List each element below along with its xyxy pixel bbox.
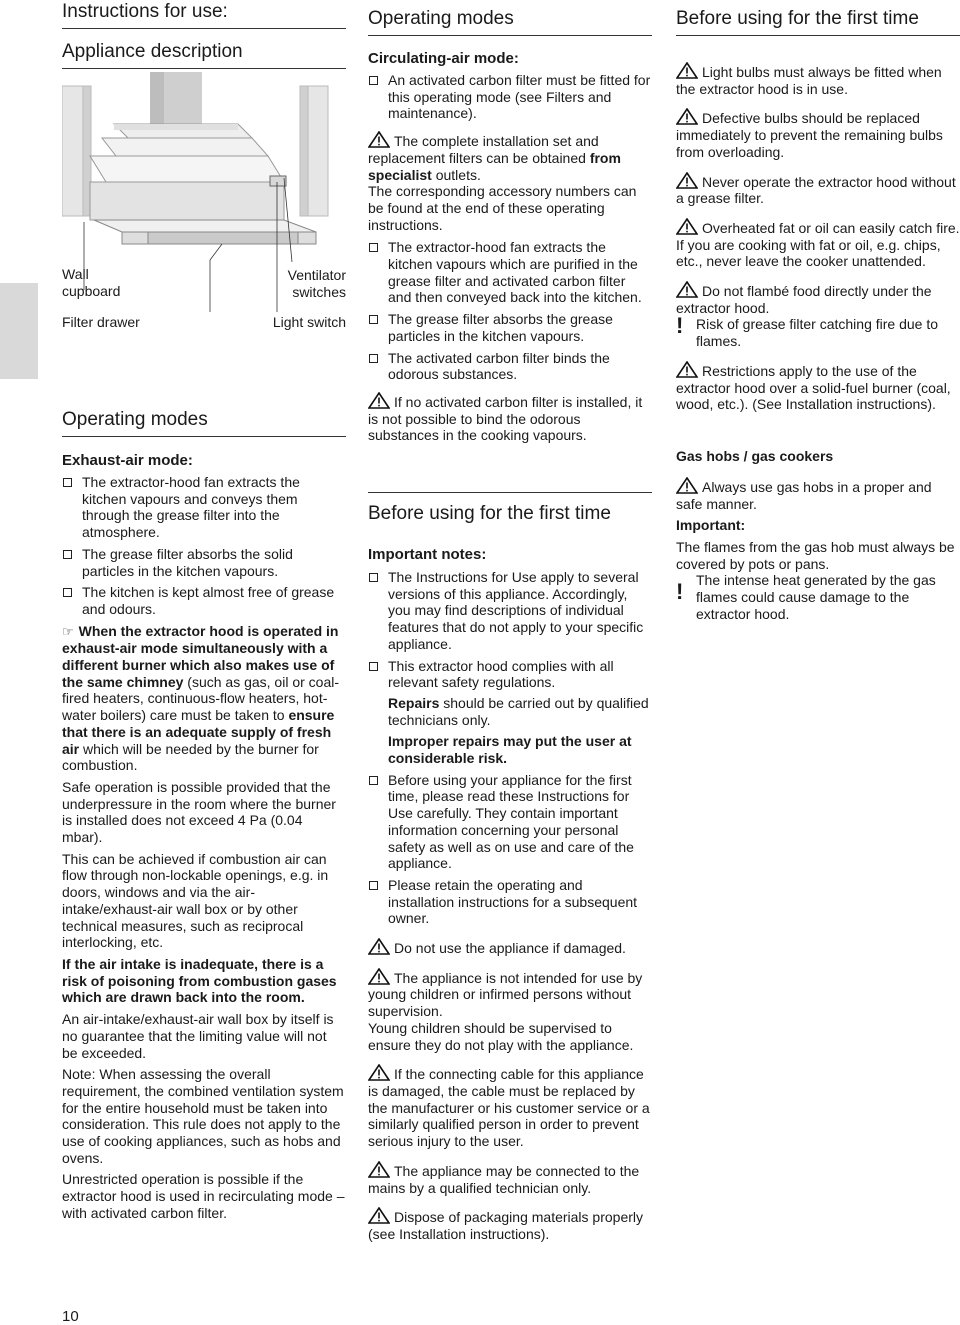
para-children-supervised: Young children should be supervised to ensure they do not play with the appliance.: [368, 1019, 634, 1053]
warning-flambe: Do not flambé food directly under the extractor hood.: [676, 283, 932, 316]
divider: [368, 492, 652, 493]
list-item: An activated carbon filter must be fitted for this operating mode (see Filters and maintenance).: [368, 72, 652, 122]
important-notes-section: [368, 546, 652, 1243]
circulating-section: [368, 50, 652, 444]
warning-defective: Defective bulbs should be replaced immediately to prevent the remaining bulbs from overloading.: [676, 110, 943, 160]
wall-cupboard-left: [62, 86, 83, 216]
para-note: Note: When assessing the overall requirement, the combined ventilation system for the entire household must be taken into consideration. This rule does not apply to the use of cooking appliances, such as hobs and ovens.: [62, 1066, 344, 1166]
chimney-note: ☞ When the extractor hood is operated in exhaust-air mode simultaneously with a different burner which also makes use of the same chimney (such as gas, oil or coal-fired heaters, continuous-flow heaters, hot-water boilers) care must be taken to ensure that there is an adequate supply of fresh air which will be needed by the burner for combustion.: [62, 622, 340, 774]
warning-mains: The appliance may be connected to the mains by a qualified technician only.: [368, 1162, 640, 1196]
switch-block: [270, 176, 286, 186]
warning-triangle-icon: [368, 1207, 390, 1224]
para-flames: The flames from the gas hob must always be covered by pots or pans.: [676, 539, 955, 572]
list-item: The grease filter absorbs the grease particles in the kitchen vapours.: [368, 311, 652, 344]
para-repairs: Repairs should be carried out by qualified technicians only.: [388, 694, 649, 728]
warning-triangle-icon: [368, 392, 390, 409]
page-title: Instructions for use:: [62, 0, 346, 29]
warning-triangle-icon: [676, 218, 698, 235]
para-poisoning-risk: If the air intake is inadequate, there is a risk of poisoning from combustion gases which are drawn back into the room.: [62, 955, 337, 1006]
list-item: The extractor-hood fan extracts the kitchen vapours and conveys them through the grease filter into the atmosphere.: [62, 474, 346, 541]
warning-triangle-icon: [368, 1161, 390, 1178]
warning-bulbs: Light bulbs must always be fitted when the extractor hood is in use.: [676, 64, 942, 97]
warning-overheated: Overheated fat or oil can easily catch fire.: [676, 218, 960, 237]
warning-damaged: Do not use the appliance if damaged.: [368, 938, 652, 957]
before-heading-2: Before using for the first time: [676, 7, 960, 36]
safety-section: [676, 62, 960, 623]
para-wall-box: An air-intake/exhaust-air wall box by itself is no guarantee that the limiting value will not be exceeded.: [62, 1011, 334, 1061]
caution-grease-fire: ! Risk of grease filter catching fire due to flames.: [676, 313, 939, 350]
warning-children: The appliance is not intended for use by young children or infirmed persons without supervision.: [368, 969, 643, 1020]
warning-triangle-icon: [368, 938, 390, 955]
warning-packaging: Dispose of packaging materials properly (see Installation instructions).: [368, 1209, 644, 1242]
list-item: The extractor-hood fan extracts the kitchen vapours which are purified in the grease filter and activated carbon filter and then conveyed back into the kitchen.: [368, 239, 652, 306]
warning-triangle-icon: [676, 281, 698, 298]
caution-heat: ! The intense heat generated by the gas flames could cause damage to the extractor hood.: [676, 572, 936, 622]
exhaust-section: [62, 452, 346, 1222]
warning-triangle-icon: [676, 62, 698, 79]
list-item: The Instructions for Use apply to several versions of this appliance. Accordingly, you may find descriptions of individual features that do not apply to your specific appliance.: [368, 569, 652, 653]
operating-modes-heading: Operating modes: [62, 408, 346, 437]
warning-never-operate: Never operate the extractor hood without a grease filter.: [676, 173, 956, 207]
warning-triangle-icon: [676, 361, 698, 378]
list-item: Before using your appliance for the first time, please read these Instructions for Use carefully. They contain important information concerning your personal safety as well as on use and care of the appliance.: [368, 772, 652, 872]
warning-cable: If the connecting cable for this appliance is damaged, the cable must be replaced by the manufacturer or his customer service or a similarly qualified person in order to prevent serious injury to the user.: [368, 1066, 650, 1150]
warning-triangle-icon: [368, 968, 390, 985]
para-accessory: The corresponding accessory numbers can be found at the end of these operating instructions.: [368, 183, 637, 233]
warning-triangle-icon: [368, 131, 390, 148]
para-combustion-air: This can be achieved if combustion air can flow through non-lockable openings, e.g. in doors, windows and via the air-intake/exhaust-air wall box or by other technical measures, such as reciprocal interlocking, etc.: [62, 850, 329, 951]
warning-gas: Always use gas hobs in a proper and safe manner.: [676, 478, 932, 512]
label-ventilator-switches: Ventilator switches: [287, 267, 346, 300]
page-number: 10: [62, 1308, 79, 1325]
important-notes-heading: Important notes:: [368, 546, 487, 563]
list-item: The activated carbon filter binds the odorous substances.: [368, 350, 652, 383]
warning-install-set: The complete installation set and replacement filters can be obtained from specialist outlets.: [368, 133, 621, 183]
exclamation-icon: !: [676, 313, 684, 339]
side-tab: [0, 283, 38, 379]
label-wall-cupboard: Wall cupboard: [62, 266, 121, 299]
operating-modes-heading-2: Operating modes: [368, 7, 652, 36]
list-item: The grease filter absorbs the solid particles in the kitchen vapours.: [62, 546, 346, 579]
warning-triangle-icon: [676, 477, 698, 494]
warning-restrictions: Restrictions apply to the use of the extractor hood over a solid-fuel burner (coal, wood, etc.). (See Installation instructions).: [676, 362, 951, 413]
circulating-heading: Circulating-air mode:: [368, 50, 519, 67]
list-item: This extractor hood complies with all relevant safety regulations.: [368, 658, 652, 691]
para-improper-repairs: Improper repairs may put the user at considerable risk.: [388, 733, 632, 767]
appliance-heading: Appliance description: [62, 40, 346, 69]
gas-hobs-heading: Gas hobs / gas cookers: [676, 447, 834, 464]
filter-drawer-handle: [148, 232, 298, 244]
exclamation-icon: !: [676, 579, 684, 605]
exhaust-heading: Exhaust-air mode:: [62, 452, 193, 469]
wall-cupboard-right: [308, 86, 328, 216]
list-item: Please retain the operating and installation instructions for a subsequent owner.: [368, 877, 652, 927]
warning-no-carbon: If no activated carbon filter is installed, it is not possible to bind the odorous substances in the cooking vapours.: [368, 393, 643, 444]
warning-triangle-icon: [676, 172, 698, 189]
before-heading: Before using for the first time: [368, 503, 611, 524]
para-cooking: If you are cooking with fat or oil, e.g. chips, etc., never leave the cooker unattended.: [676, 236, 941, 270]
pointing-hand-icon: ☞: [62, 623, 74, 639]
label-filter-drawer: Filter drawer: [62, 314, 140, 330]
list-item: The kitchen is kept almost free of grease and odours.: [62, 584, 346, 617]
para-unrestricted: Unrestricted operation is possible if the extractor hood is used in recirculating mode – with activated carbon filter.: [62, 1171, 345, 1221]
warning-triangle-icon: [368, 1064, 390, 1081]
label-light-switch: Light switch: [272, 314, 346, 330]
important-label: Important:: [676, 517, 746, 534]
warning-triangle-icon: [676, 108, 698, 125]
appliance-diagram: [62, 72, 346, 342]
para-safe-operation: Safe operation is possible provided that the underpressure in the room where the burner is installed does not exceed 4 Pa (0.04 mbar).: [62, 778, 336, 846]
